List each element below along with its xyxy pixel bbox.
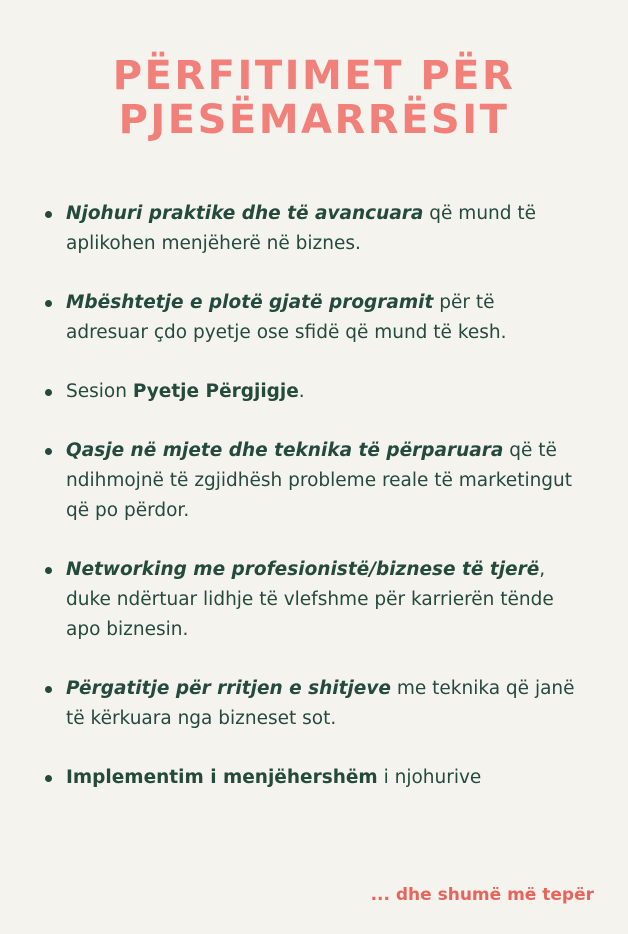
benefit-item-qa-session	[66, 377, 576, 407]
benefit-item-sales	[66, 674, 576, 734]
benefit-item-tools	[66, 436, 576, 526]
title-line-2: PJESËMARRËSIT	[118, 97, 510, 143]
benefit-item-networking	[66, 555, 576, 645]
benefit-suffix: .	[298, 381, 305, 402]
benefit-text: me teknika që janë të kërkuara nga bizneset sot.	[66, 678, 575, 729]
benefit-highlight: Mbështetje e plotë gjatë programit	[66, 292, 434, 313]
benefit-text: , duke ndërtuar lidhje të vlefshme për karrierën tënde apo biznesin.	[66, 559, 554, 640]
benefit-prefix: Sesion	[66, 381, 133, 402]
benefit-highlight: Qasje në mjete dhe teknika të përparuara	[66, 440, 504, 461]
footer-tagline: ... dhe shumë më tepër	[370, 885, 594, 905]
benefits-list	[66, 199, 576, 822]
benefit-text: që mund të aplikohen menjëherë në biznes.	[66, 203, 537, 254]
benefit-highlight: Networking me profesionistë/biznese të tjerë	[66, 559, 540, 580]
benefit-highlight: Njohuri praktike dhe të avancuara	[66, 203, 424, 224]
benefit-bold: Implementim i menjëhershëm	[66, 767, 378, 788]
benefit-text: që të ndihmojnë të zgjidhësh probleme reale të marketingut që po përdor.	[66, 440, 573, 521]
benefit-bold: Pyetje Përgjigje	[132, 381, 299, 402]
benefit-item-support	[66, 288, 576, 348]
benefit-suffix: i njohurive	[377, 767, 482, 788]
benefit-item-implementation	[66, 763, 576, 793]
benefit-text: për të adresuar çdo pyetje ose sfidë që mund të kesh.	[66, 292, 507, 343]
title-line-1: PËRFITIMET PËR	[112, 53, 516, 99]
benefit-highlight: Përgatitje për rritjen e shitjeve	[66, 678, 391, 699]
page-title	[0, 54, 628, 142]
benefit-item-knowledge	[66, 199, 576, 259]
